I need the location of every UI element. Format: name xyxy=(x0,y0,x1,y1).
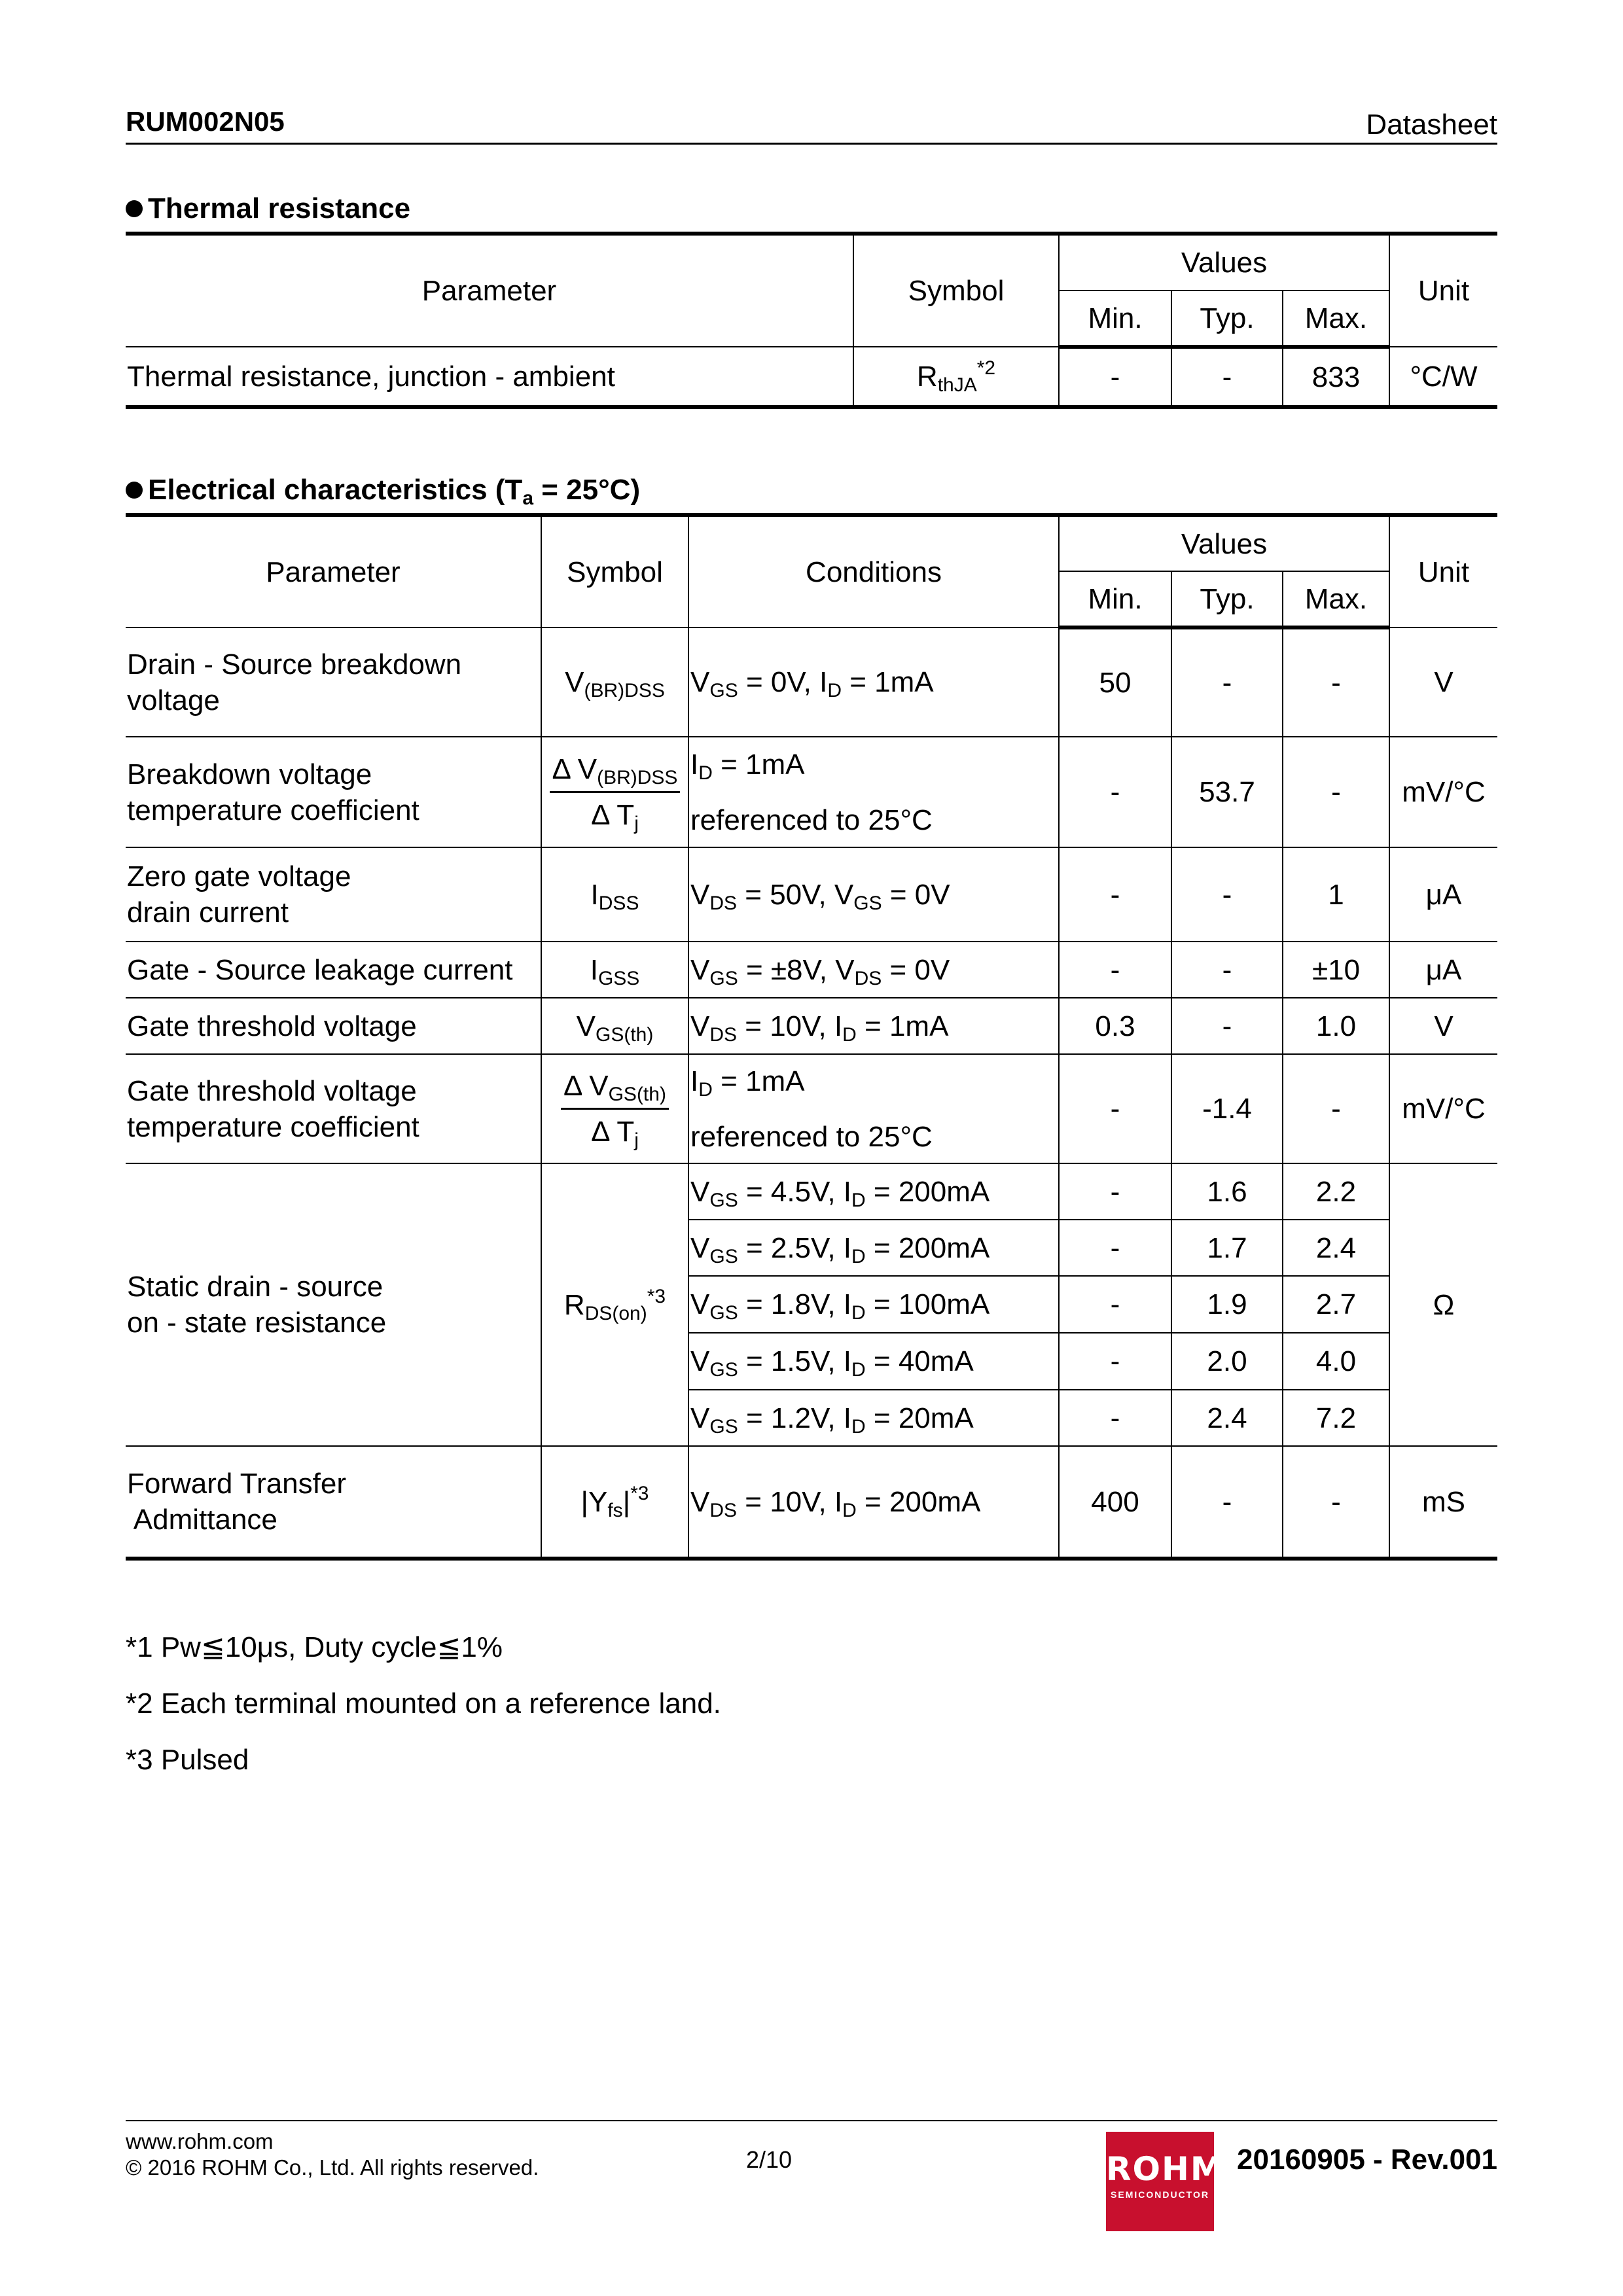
param-cell: Gate - Source leakage current xyxy=(126,942,541,998)
param-cell: Gate threshold voltage temperature coefficient xyxy=(126,1054,541,1163)
footnote-2: *2 Each terminal mounted on a reference land. xyxy=(126,1687,721,1720)
value-unit: μA xyxy=(1389,942,1497,998)
value-min: - xyxy=(1059,1333,1171,1390)
param-cell: Forward Transfer Admittance xyxy=(126,1446,541,1559)
param-cell: Gate threshold voltage xyxy=(126,998,541,1054)
value-typ: - xyxy=(1171,347,1283,407)
conditions-cell: $V_{GS} = 0V$, $I_D = 1mA$ xyxy=(688,627,1059,737)
conditions-cell: $I_D = 1mA$ referenced to 25°C xyxy=(688,1054,1059,1163)
part-number: RUM002N05 xyxy=(126,106,285,137)
revision: 20160905 - Rev.001 xyxy=(1237,2144,1497,2176)
value-typ: 53.7 xyxy=(1171,737,1283,847)
footnote-1: *1 Pw≦10μs, Duty cycle≦1% xyxy=(126,1631,503,1663)
table-row xyxy=(126,347,1497,407)
value-max: 1 xyxy=(1283,847,1389,942)
symbol-cell: $V_{GS(th)}$ xyxy=(541,998,688,1054)
th-max: Max. xyxy=(1283,291,1389,347)
eh-parameter: Parameter xyxy=(126,515,541,627)
conditions-cell: $V_{GS} = 1.5V$, $I_D = 40mA$ xyxy=(688,1333,1059,1390)
symbol-rthja: $R_{thJA}^{*2}$ xyxy=(853,347,1059,407)
value-typ: 2.0 xyxy=(1171,1333,1283,1390)
website-link[interactable]: www.rohm.com xyxy=(126,2129,274,2153)
eh-conditions: Conditions xyxy=(688,515,1059,627)
value-min: - xyxy=(1059,847,1171,942)
electrical-table xyxy=(126,513,1497,1561)
table-row xyxy=(126,1054,1497,1163)
value-max: 2.2 xyxy=(1283,1163,1389,1220)
value-unit: μA xyxy=(1389,847,1497,942)
conditions-cell: $V_{DS} = 10V$, $I_D = 1mA$ xyxy=(688,998,1059,1054)
param-thermal: Thermal resistance, junction - ambient xyxy=(126,347,853,407)
param-cell: Drain - Source breakdown voltage xyxy=(126,627,541,737)
value-min: - xyxy=(1059,1220,1171,1276)
symbol-cell: $\frac{\Delta V_{(BR)DSS}}{\Delta T_j}$ xyxy=(541,737,688,847)
conditions-cell: $V_{GS} = 4.5V$, $I_D = 200mA$ xyxy=(688,1163,1059,1220)
value-max: 7.2 xyxy=(1283,1390,1389,1446)
th-unit: Unit xyxy=(1389,234,1497,347)
value-typ: - xyxy=(1171,1446,1283,1559)
value-max: - xyxy=(1283,627,1389,737)
value-max: 4.0 xyxy=(1283,1333,1389,1390)
value-typ: - xyxy=(1171,998,1283,1054)
value-typ: - xyxy=(1171,847,1283,942)
value-min: - xyxy=(1059,1054,1171,1163)
table-row xyxy=(126,1163,1497,1220)
table-row xyxy=(126,1446,1497,1559)
table-row xyxy=(126,847,1497,942)
value-min: - xyxy=(1059,1390,1171,1446)
value-unit: °C/W xyxy=(1389,347,1497,407)
value-min: 50 xyxy=(1059,627,1171,737)
conditions-cell: $V_{GS} = 2.5V$, $I_D = 200mA$ xyxy=(688,1220,1059,1276)
thermal-section-title xyxy=(126,192,410,225)
value-max: - xyxy=(1283,1054,1389,1163)
footer-info xyxy=(126,2128,539,2181)
conditions-cell: $V_{DS} = 10V$, $I_D = 200mA$ xyxy=(688,1446,1059,1559)
eh-symbol: Symbol xyxy=(541,515,688,627)
eh-values: Values xyxy=(1059,515,1389,571)
value-max: ±10 xyxy=(1283,942,1389,998)
conditions-cell: $V_{GS} = 1.8V$, $I_D = 100mA$ xyxy=(688,1276,1059,1333)
page-number: 2/10 xyxy=(746,2146,793,2173)
bullet-icon xyxy=(126,482,143,499)
value-unit: mV/°C xyxy=(1389,1054,1497,1163)
conditions-cell: $V_{GS} = 1.2V$, $I_D = 20mA$ xyxy=(688,1390,1059,1446)
value-min: - xyxy=(1059,737,1171,847)
conditions-cell: $V_{DS} = 50V$, $V_{GS} = 0V$ xyxy=(688,847,1059,942)
table-row xyxy=(126,998,1497,1054)
copyright: © 2016 ROHM Co., Ltd. All rights reserved. xyxy=(126,2155,539,2180)
conditions-cell: $I_D = 1mA$ referenced to 25°C xyxy=(688,737,1059,847)
value-min: - xyxy=(1059,347,1171,407)
param-cell: Static drain - source on - state resistance xyxy=(126,1163,541,1446)
value-unit: mS xyxy=(1389,1446,1497,1559)
document-type: Datasheet xyxy=(1366,109,1497,141)
th-parameter: Parameter xyxy=(126,234,853,347)
eh-typ: Typ. xyxy=(1171,571,1283,627)
bullet-icon xyxy=(126,200,143,217)
eh-unit: Unit xyxy=(1389,515,1497,627)
th-values: Values xyxy=(1059,234,1389,291)
value-typ: - xyxy=(1171,942,1283,998)
value-min: 400 xyxy=(1059,1446,1171,1559)
value-unit: mV/°C xyxy=(1389,737,1497,847)
value-typ: - xyxy=(1171,627,1283,737)
value-typ: 1.7 xyxy=(1171,1220,1283,1276)
thermal-table xyxy=(126,232,1497,409)
value-min: - xyxy=(1059,1163,1171,1220)
symbol-cell: $\frac{\Delta V_{GS(th)}}{\Delta T_j}$ xyxy=(541,1054,688,1163)
value-max: - xyxy=(1283,737,1389,847)
value-typ: 2.4 xyxy=(1171,1390,1283,1446)
symbol-cell: $R_{DS(on)}^{*3}$ xyxy=(541,1163,688,1446)
symbol-cell: $|Y_{fs}|^{*3}$ xyxy=(541,1446,688,1559)
eh-max: Max. xyxy=(1283,571,1389,627)
value-unit: V xyxy=(1389,998,1497,1054)
param-cell: Zero gate voltage drain current xyxy=(126,847,541,942)
footer-rule xyxy=(126,2120,1497,2121)
th-min: Min. xyxy=(1059,291,1171,347)
value-max: 1.0 xyxy=(1283,998,1389,1054)
value-max: 2.4 xyxy=(1283,1220,1389,1276)
symbol-cell: $V_{(BR)DSS}$ xyxy=(541,627,688,737)
thermal-title-text: Thermal resistance xyxy=(148,192,411,224)
value-max: 833 xyxy=(1283,347,1389,407)
symbol-cell: $I_{GSS}$ xyxy=(541,942,688,998)
value-typ: 1.6 xyxy=(1171,1163,1283,1220)
footnote-3: *3 Pulsed xyxy=(126,1744,249,1776)
param-cell: Breakdown voltage temperature coefficient xyxy=(126,737,541,847)
value-unit: V xyxy=(1389,627,1497,737)
symbol-cell: $I_{DSS}$ xyxy=(541,847,688,942)
header-rule xyxy=(126,143,1497,145)
value-min: - xyxy=(1059,942,1171,998)
th-symbol: Symbol xyxy=(853,234,1059,347)
footnotes xyxy=(126,1619,721,1788)
electrical-section-title: Electrical characteristics $(T_a = 25^\circ C)$ xyxy=(126,474,640,506)
table-row xyxy=(126,737,1497,847)
conditions-cell: $V_{GS} = \pm 8V$, $V_{DS} = 0V$ xyxy=(688,942,1059,998)
value-unit: Ω xyxy=(1389,1163,1497,1446)
rohm-logo: ROHM SEMICONDUCTOR xyxy=(1106,2132,1214,2231)
value-min: 0.3 xyxy=(1059,998,1171,1054)
table-row xyxy=(126,627,1497,737)
value-max: 2.7 xyxy=(1283,1276,1389,1333)
value-typ: -1.4 xyxy=(1171,1054,1283,1163)
table-row xyxy=(126,942,1497,998)
value-min: - xyxy=(1059,1276,1171,1333)
value-typ: 1.9 xyxy=(1171,1276,1283,1333)
eh-min: Min. xyxy=(1059,571,1171,627)
th-typ: Typ. xyxy=(1171,291,1283,347)
value-max: - xyxy=(1283,1446,1389,1559)
